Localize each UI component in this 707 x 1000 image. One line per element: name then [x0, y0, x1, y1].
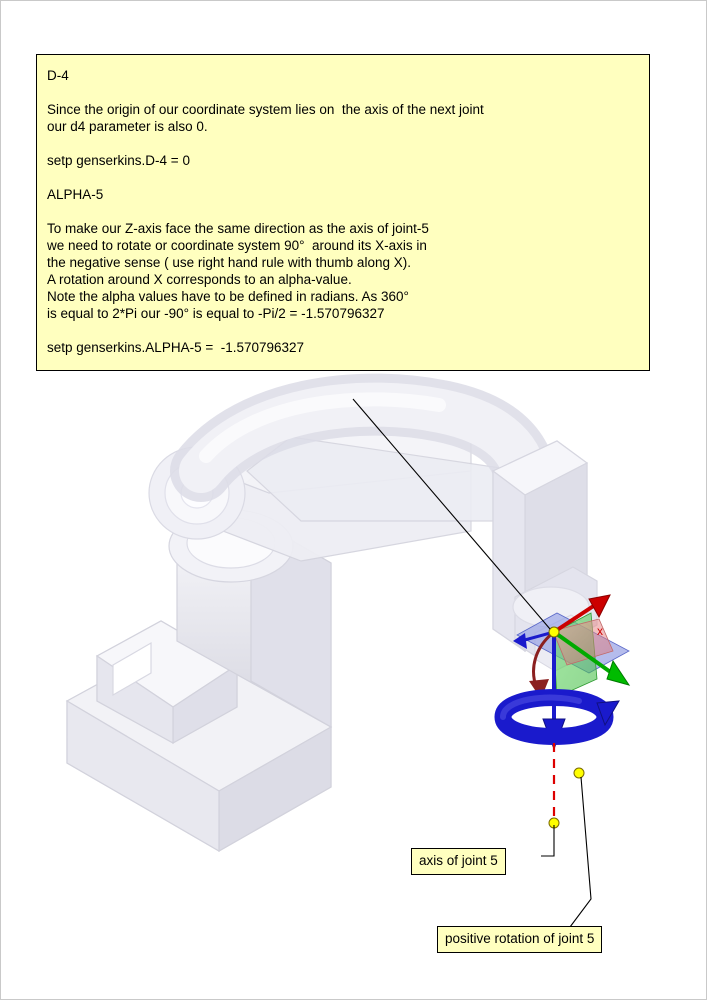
note-line: setp genserkins.ALPHA-5 = -1.570796327: [47, 340, 305, 355]
joint5-axis-line: [549, 743, 559, 828]
note-line: ALPHA-5: [47, 187, 104, 202]
axis-x-label: x: [597, 624, 603, 638]
note-line: To make our Z-axis face the same direction as the axis of joint-5: [47, 221, 429, 236]
callout-positive-rotation-of-joint-5: positive rotation of joint 5: [437, 926, 602, 953]
note-spacer: [47, 135, 639, 152]
note-line: our d4 parameter is also 0.: [47, 119, 208, 134]
note-line: D-4: [47, 68, 69, 83]
note-line: Since the origin of our coordinate system lies on the axis of the next joint: [47, 102, 484, 117]
callout-axis-of-joint-5: axis of joint 5: [411, 848, 506, 875]
rotation-arrow-joint5: [503, 698, 619, 779]
note-spacer: [47, 169, 639, 186]
note-line: Note the alpha values have to be defined in radians. As 360°: [47, 289, 409, 304]
note-line: setp genserkins.D-4 = 0: [47, 153, 190, 168]
note-line: A rotation around X corresponds to an alpha-value.: [47, 272, 352, 287]
note-line: is equal to 2*Pi our -90° is equal to -Pi/2 = -1.570796327: [47, 306, 385, 321]
note-spacer: [47, 322, 639, 339]
note-spacer: [47, 203, 639, 220]
note-spacer: [47, 84, 639, 101]
note-line: we need to rotate or coordinate system 90° around its X-axis in: [47, 238, 427, 253]
note-line: the negative sense ( use right hand rule with thumb along X).: [47, 255, 411, 270]
annotation-note-main: [36, 54, 650, 371]
